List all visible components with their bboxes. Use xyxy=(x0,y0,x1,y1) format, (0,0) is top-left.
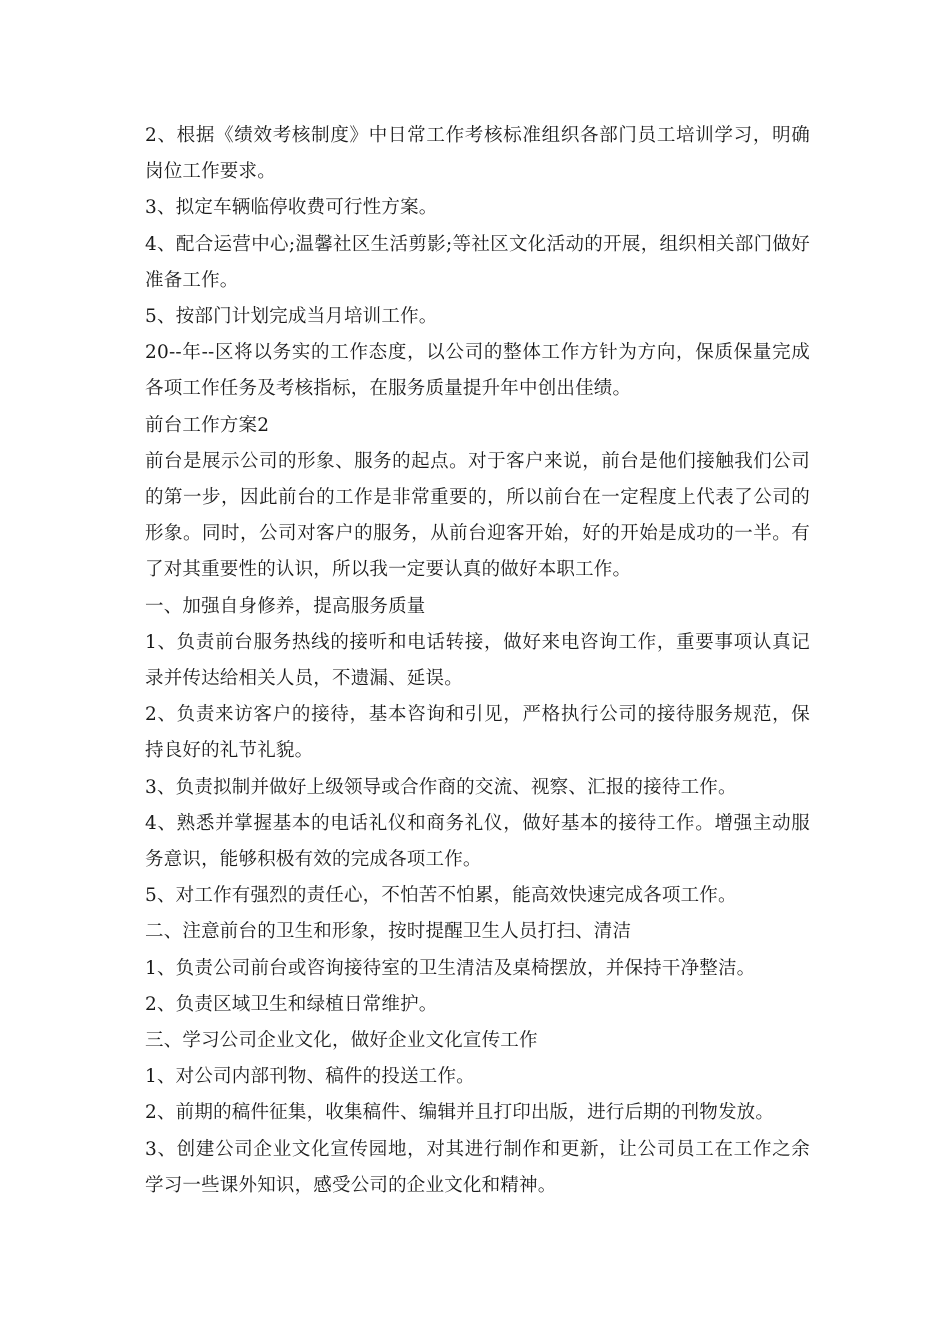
section-title: 前台工作方案2 xyxy=(145,414,270,436)
list-item: 4、熟悉并掌握基本的电话礼仪和商务礼仪，做好基本的接待工作。增强主动服务意识，能够积极有效的完成各项工作。 xyxy=(145,812,810,871)
list-item: 1、负责前台服务热线的接听和电话转接，做好来电咨询工作，重要事项认真记录并传达给相关人员，不遗漏、延误。 xyxy=(145,631,810,690)
list-item: 2、前期的稿件征集，收集稿件、编辑并且打印出版，进行后期的刊物发放。 xyxy=(145,1102,775,1124)
document-page xyxy=(145,118,810,1204)
list-item: 2、负责来访客户的接待，基本咨询和引见，严格执行公司的接待服务规范，保持良好的礼节礼貌。 xyxy=(145,704,810,762)
paragraph-item-3-task: 3、拟定车辆临停收费可行性方案。 xyxy=(145,197,438,219)
paragraph-item-5-task: 5、按部门计划完成当月培训工作。 xyxy=(145,306,438,328)
paragraph-intro: 前台是展示公司的形象、服务的起点。对于客户来说，前台是他们接触我们公司的第一步，因此前台的工作是非常重要的，所以前台在一定程度上代表了公司的形象。同时，公司对客户的服务，从前台迎客开始，好的开始是成功的一半。有了对其重要性的认识，所以我一定要认真的做好本职工作。 xyxy=(145,450,810,581)
list-item: 3、负责拟制并做好上级领导或合作商的交流、视察、汇报的接待工作。 xyxy=(145,776,737,798)
list-item: 3、创建公司企业文化宣传园地，对其进行制作和更新，让公司员工在工作之余学习一些课外知识，感受公司的企业文化和精神。 xyxy=(145,1138,810,1196)
section-heading-2: 二、注意前台的卫生和形象，按时提醒卫生人员打扫、清洁 xyxy=(145,921,632,943)
section-heading-3: 三、学习公司企业文化，做好企业文化宣传工作 xyxy=(145,1030,538,1052)
list-item: 2、负责区域卫生和绿植日常维护。 xyxy=(145,993,438,1015)
list-item: 1、对公司内部刊物、稿件的投送工作。 xyxy=(145,1066,475,1088)
paragraph-item-2-task: 2、根据《绩效考核制度》中日常工作考核标准组织各部门员工培训学习，明确岗位工作要求。 xyxy=(145,125,810,183)
list-item: 1、负责公司前台或咨询接待室的卫生清洁及桌椅摆放，并保持干净整洁。 xyxy=(145,957,756,979)
paragraph-item-4-task: 4、配合运营中心;温馨社区生活剪影;等社区文化活动的开展，组织相关部门做好准备工作。 xyxy=(145,233,810,291)
paragraph-annual-goal: 20--年--区将以务实的工作态度，以公司的整体工作方针为方向，保质保量完成各项工作任务及考核指标，在服务质量提升年中创出佳绩。 xyxy=(145,342,810,400)
list-item: 5、对工作有强烈的责任心，不怕苦不怕累，能高效快速完成各项工作。 xyxy=(145,885,737,907)
section-heading-1: 一、加强自身修养，提高服务质量 xyxy=(145,595,426,617)
